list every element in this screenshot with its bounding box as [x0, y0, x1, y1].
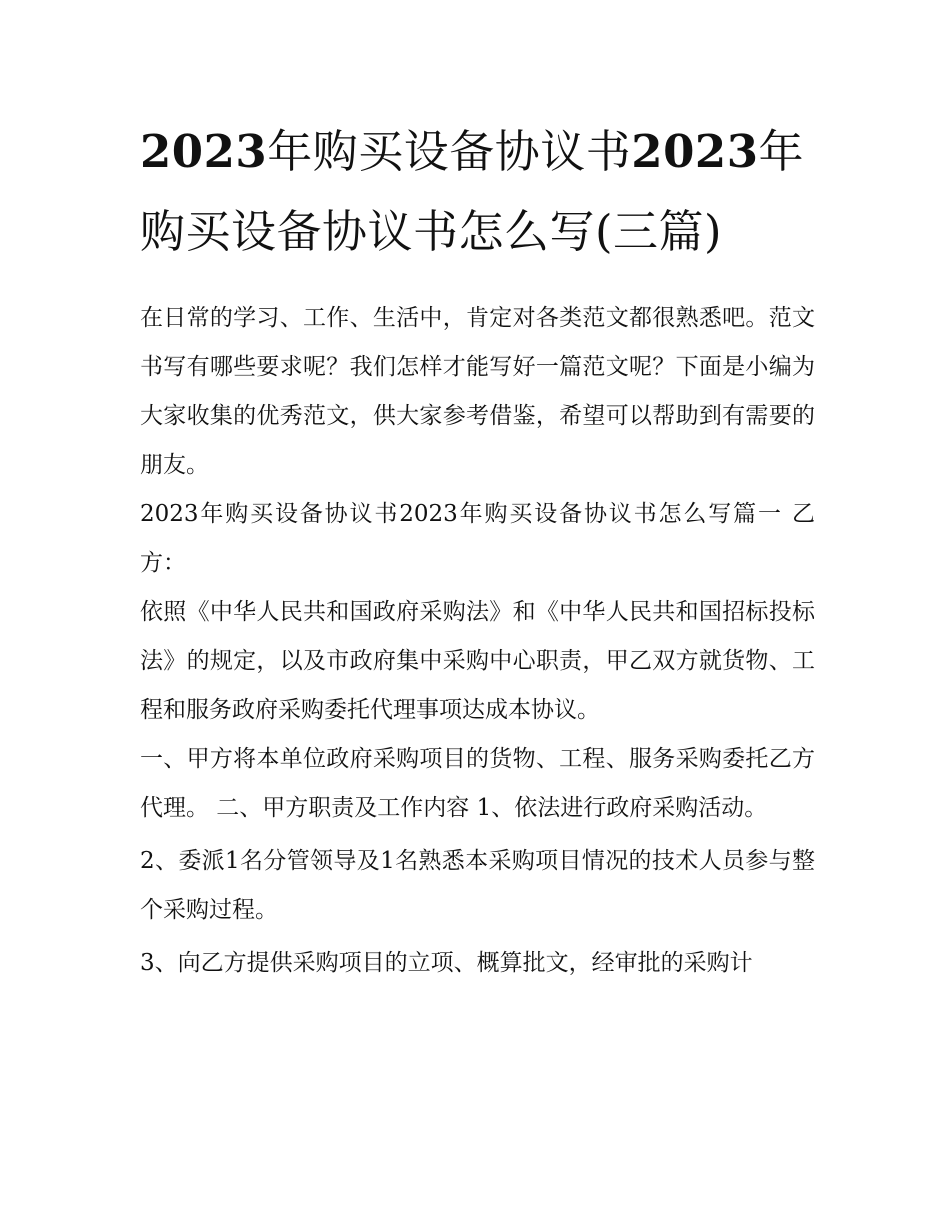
title-text-1: 年购买设备协议书	[267, 125, 632, 178]
clause-three-paragraph: 3、向乙方提供采购项目的立项、概算批文，经审批的采购计	[140, 950, 753, 976]
legal-basis-paragraph: 依照《中华人民共和国政府采购法》和《中华人民共和国招标投标法》的规定，以及市政府集中采购中心职责，甲乙双方就货物、工程和服务政府采购委托代理事项达成本协议。	[140, 599, 815, 723]
document-title	[140, 112, 815, 272]
clause-two-paragraph: 2、委派1名分管领导及1名熟悉本采购项目情况的技术人员参与整个采购过程。	[140, 848, 815, 923]
title-text-2: 年购买设备协议书怎么写(三篇)	[140, 125, 805, 258]
intro-paragraph: 在日常的学习、工作、生活中，肯定对各类范文都很熟悉吧。范文书写有哪些要求呢？我们怎样才能写好一篇范文呢？下面是小编为大家收集的优秀范文，供大家参考借鉴，希望可以帮助到有需要的朋友。	[140, 305, 815, 478]
section-heading-paragraph: 2023年购买设备协议书2023年购买设备协议书怎么写篇一 乙方：	[140, 501, 815, 576]
title-year-1: 2023	[140, 125, 268, 178]
title-year-2: 2023	[631, 125, 759, 178]
document-body	[140, 112, 815, 988]
clause-one-paragraph: 一、甲方将本单位政府采购项目的货物、工程、服务采购委托乙方代理。 二、甲方职责及工作内容 1、依法进行政府采购活动。	[140, 746, 815, 821]
